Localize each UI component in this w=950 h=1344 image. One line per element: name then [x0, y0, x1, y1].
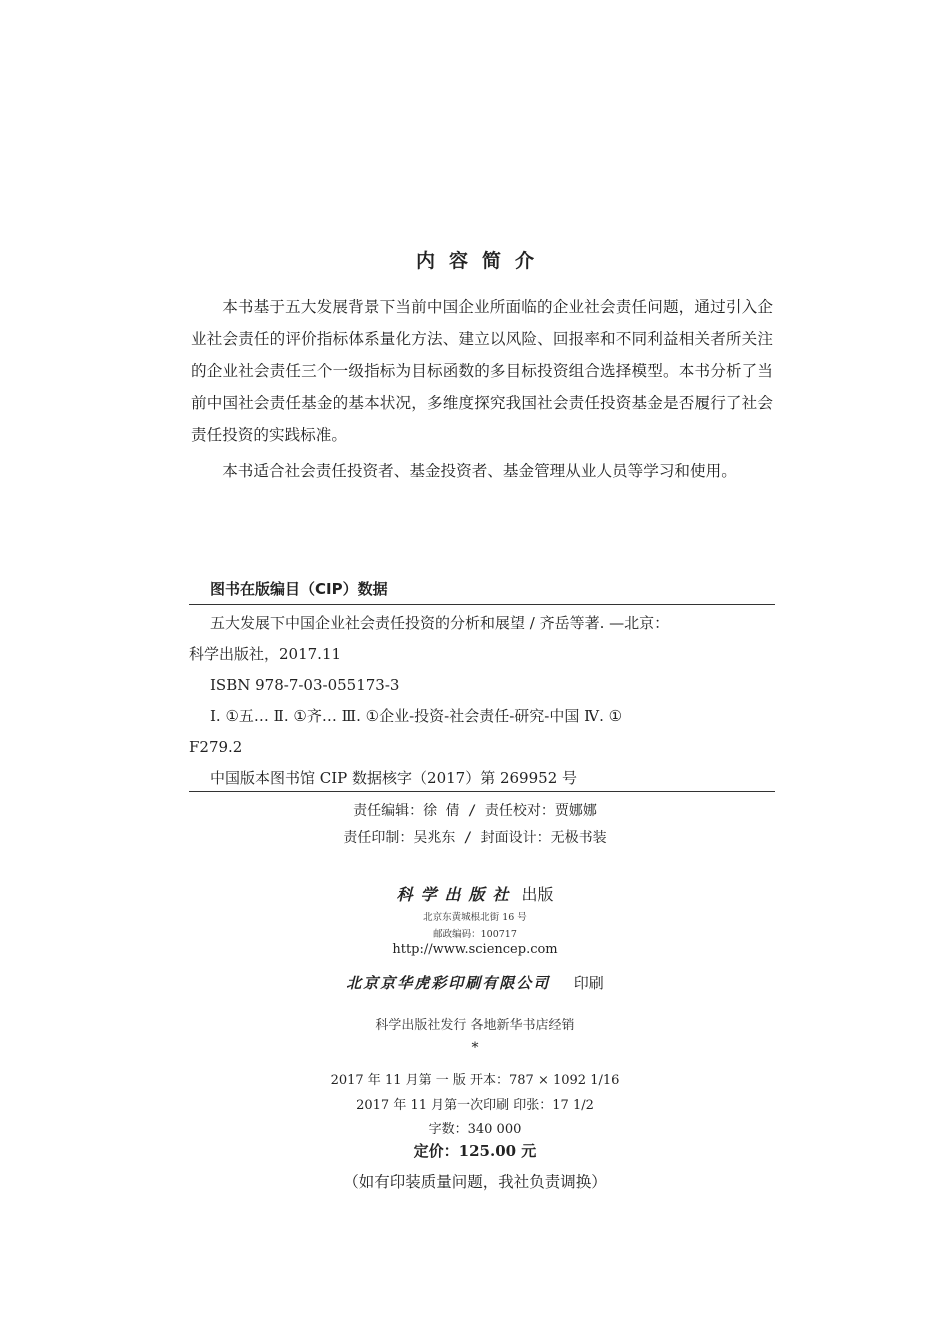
cip-number: 中国版本图书馆 CIP 数据核字（2017）第 269952 号	[210, 769, 578, 787]
credit-editors: 责任编辑：徐 倩 / 责任校对：贾娜娜	[353, 803, 597, 819]
separator-asterisk: *	[471, 1040, 479, 1056]
distribution-line: 科学出版社发行 各地新华书店经销	[375, 1018, 575, 1033]
publisher-suffix: 出版	[521, 885, 554, 904]
edition-line-1: 2017 年 11 月第 一 版 开本：787 × 1092 1/16	[330, 1073, 620, 1088]
cip-publisher-line: 科学出版社，2017.11	[189, 645, 342, 663]
price: 定价：125.00 元	[413, 1142, 537, 1160]
publisher-name: 科学出版社	[396, 885, 517, 904]
publisher-website: http://www.sciencep.com	[392, 942, 558, 957]
cip-subject-line: Ⅰ. ①五… Ⅱ. ①齐… Ⅲ. ①企业-投资-社会责任-研究-中国 Ⅳ. ①	[210, 707, 623, 725]
publisher-address: 北京东黄城根北街 16 号	[423, 912, 527, 923]
summary-paragraph: 本书适合社会责任投资者、基金投资者、基金管理从业人员等学习和使用。	[222, 462, 737, 480]
printer-line	[0, 972, 950, 993]
cip-isbn: ISBN 978-7-03-055173-3	[210, 676, 400, 694]
summary-title: 内容简介	[415, 250, 548, 272]
quality-notice: （如有印装质量问题，我社负责调换）	[343, 1173, 607, 1191]
cip-record	[189, 608, 775, 794]
cip-class-code: F279.2	[189, 738, 243, 756]
printer-name: 北京京华虎彩印刷有限公司	[346, 974, 551, 992]
cip-heading: 图书在版编目（CIP）数据	[210, 580, 388, 598]
summary-paragraph: 本书基于五大发展背景下当前中国企业所面临的企业社会责任问题，通过引入企业社会责任的评价指标体系量化方法、建立以风险、回报率和不同利益相关者所关注的企业社会责任三个一级指标为目标函数的多目标投资组合选择模型。本书分析了当前中国社会责任基金的基本状况，多维度探究我国社会责任投资基金是否履行了社会责任投资的实践标准。	[191, 298, 773, 444]
edition-line-2: 2017 年 11 月第一次印刷 印张：17 1/2	[356, 1098, 594, 1113]
edition-word-count: 字数：340 000	[428, 1122, 522, 1137]
summary-body	[191, 291, 773, 487]
cip-title-line: 五大发展下中国企业社会责任投资的分析和展望 / 齐岳等著. —北京：	[210, 614, 670, 632]
printer-suffix: 印刷	[573, 974, 604, 992]
publisher-line	[0, 882, 950, 905]
publisher-postcode: 邮政编码：100717	[433, 929, 517, 940]
credit-production: 责任印制：吴兆东 / 封面设计：无极书装	[343, 830, 607, 846]
